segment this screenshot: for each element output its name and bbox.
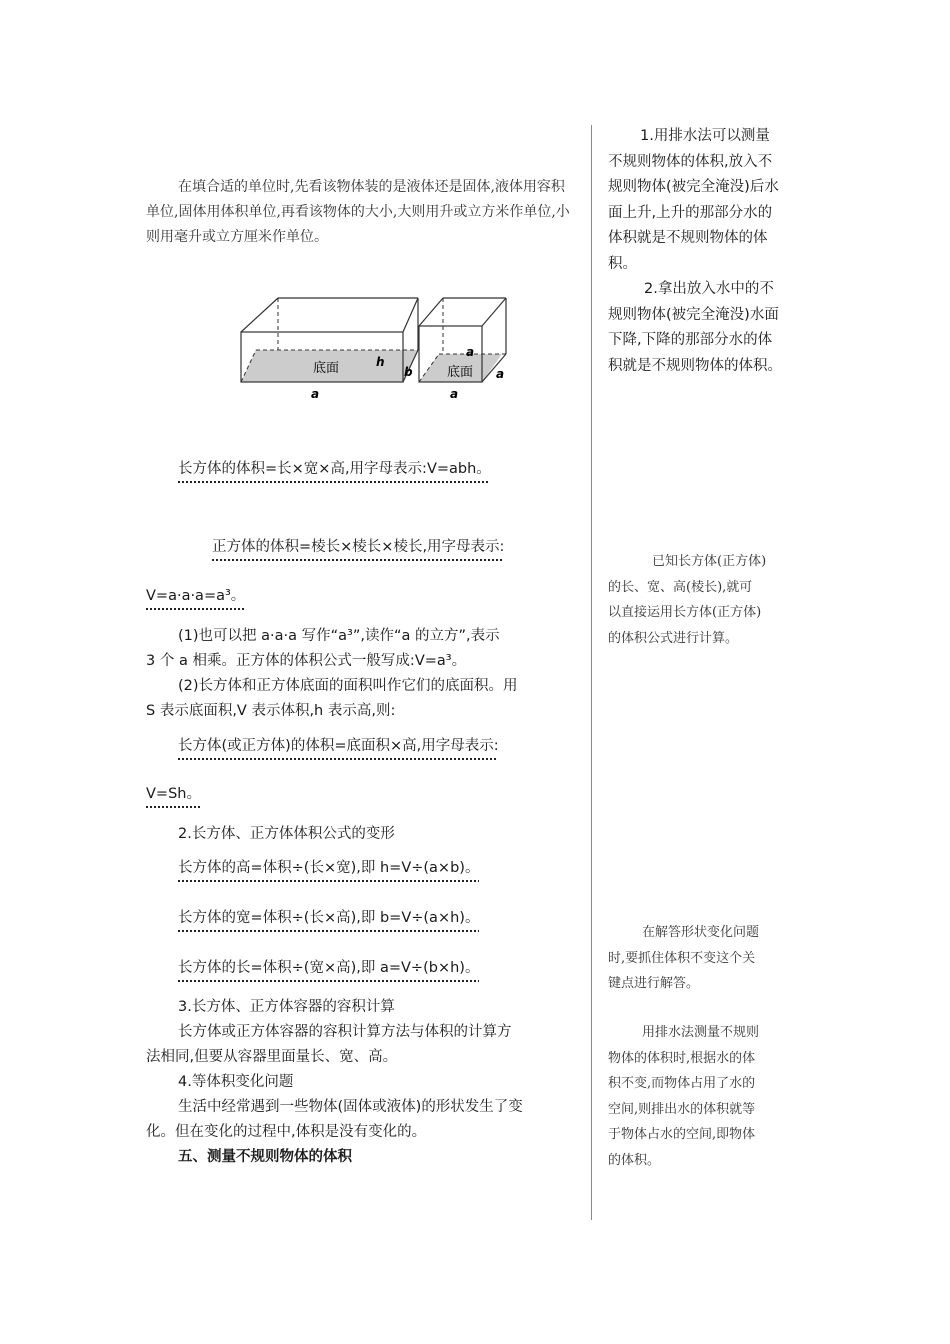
cube-a-top-label: a <box>466 345 475 359</box>
cube-a-bottom-label: a <box>449 387 459 401</box>
sidebar-note-3-line: 的体积公式进行计算。 <box>608 630 739 646</box>
section-2-title <box>178 822 395 847</box>
sidebar-note-5-line: 的体积。 <box>608 1152 661 1168</box>
section-4-line-2: 化。但在变化的过程中,体积是没有变化的。 <box>146 1124 427 1140</box>
cuboid-b-label: b <box>404 365 413 379</box>
sidebar-note-2-line: 2.拿出放入水中的不 <box>644 281 774 297</box>
sidebar-note-1-line: 面上升,上升的那部分水的 <box>608 204 773 221</box>
sidebar-note-5-line: 于物体占水的空间,即物体 <box>608 1127 756 1142</box>
height-formula <box>178 856 479 881</box>
sidebar-note-5-line: 用排水法测量不规则 <box>642 1025 760 1040</box>
cuboid-cube-figure <box>230 290 520 405</box>
note-2-line-2: S 表示底面积,V 表示体积,h 表示高,则: <box>146 703 396 719</box>
base-volume-text-1: 长方体(或正方体)的体积=底面积×高,用字母表示: <box>178 738 499 754</box>
cuboid-h-label: h <box>376 355 385 369</box>
sidebar-note-5-line: 空间,则排出水的体积就等 <box>608 1101 756 1117</box>
sidebar-note-2-line: 积就是不规则物体的体积。 <box>608 357 782 374</box>
cuboid-base-label: 底面 <box>312 361 340 376</box>
sidebar-note-4-line: 在解答形状变化问题 <box>642 925 760 940</box>
note-1-line-1: (1)也可以把 a·a·a 写作“a³”,读作“a 的立方”,表示 <box>178 628 500 644</box>
base-volume-formula-1 <box>178 734 499 759</box>
intro-paragraph <box>146 175 576 250</box>
sidebar-note-1-line: 不规则物体的体积,放入不 <box>608 153 773 170</box>
cube-volume-text-1: 正方体的体积=棱长×棱长×棱长,用字母表示: <box>212 539 505 555</box>
sidebar-note-1-line: 体积就是不规则物体的体 <box>608 230 768 246</box>
base-volume-text-2: V=Sh。 <box>146 786 201 802</box>
width-formula-text: 长方体的宽=体积÷(长×高),即 b=V÷(a×h)。 <box>178 910 480 926</box>
sidebar-note-4-line: 时,要抓住体积不变这个关 <box>608 950 756 966</box>
cube-volume-formula-2 <box>146 584 245 609</box>
length-formula-text: 长方体的长=体积÷(宽×高),即 a=V÷(b×h)。 <box>178 960 480 976</box>
sidebar-note-5-line: 积不变,而物体占用了水的 <box>608 1076 756 1091</box>
sidebar-note-3-line: 以直接运用长方体(正方体) <box>608 605 762 620</box>
note-1 <box>146 624 586 724</box>
sidebar-note-5 <box>608 1020 818 1173</box>
sidebar-note-1-line: 1.用排水法可以测量 <box>640 128 770 144</box>
section-2-title-text: 2.长方体、正方体体积公式的变形 <box>178 826 395 842</box>
section-4-title: 4.等体积变化问题 <box>178 1074 294 1090</box>
sidebar-note-4 <box>608 920 818 997</box>
section-5-title: 五、测量不规则物体的体积 <box>178 1149 352 1165</box>
sidebar-note-1-line: 规则物体(被完全淹没)后水 <box>608 179 779 195</box>
section-3-title: 3.长方体、正方体容器的容积计算 <box>178 999 395 1015</box>
sidebar-note-1-line: 积。 <box>608 255 637 272</box>
sidebar-note-4-line: 键点进行解答。 <box>608 976 700 991</box>
cube-volume-formula-1 <box>212 535 504 560</box>
intro-text: 在填合适的单位时,先看该物体装的是液体还是固体,液体用容积单位,固体用体积单位,再看该物体的大小,大则用升或立方米作单位,小则用毫升或立方厘米作单位。 <box>146 179 570 245</box>
cube-volume-text-2: V=a·a·a=a³。 <box>146 588 246 604</box>
note-1-line-2: 3 个 a 相乘。正方体的体积公式一般写成:V=a³。 <box>146 653 467 669</box>
note-2-line-1: (2)长方体和正方体底面的面积叫作它们的底面积。用 <box>178 678 518 694</box>
length-formula <box>178 956 479 981</box>
sidebar-note-3 <box>608 549 818 651</box>
sections-3-5 <box>146 995 586 1170</box>
cube-a-side-label: a <box>496 367 505 381</box>
height-formula-text: 长方体的高=体积÷(长×宽),即 h=V÷(a×b)。 <box>178 860 480 876</box>
section-3-line-1: 长方体或正方体容器的容积计算方法与体积的计算方 <box>178 1024 512 1040</box>
base-volume-formula-2 <box>146 782 201 807</box>
cuboid-a-label: a <box>310 387 320 401</box>
cuboid-volume-formula <box>178 457 491 482</box>
sidebar-note-3-line: 的长、宽、高(棱长),就可 <box>608 579 753 595</box>
sidebar-note-1 <box>608 124 818 379</box>
sidebar-note-2-line: 规则物体(被完全淹没)水面 <box>608 306 779 323</box>
cuboid-volume-text: 长方体的体积=长×宽×高,用字母表示:V=abh。 <box>178 461 491 477</box>
sidebar-note-3-line: 已知长方体(正方体) <box>652 554 767 569</box>
section-4-line-1: 生活中经常遇到一些物体(固体或液体)的形状发生了变 <box>178 1099 523 1115</box>
sidebar-note-2-line: 下降,下降的那部分水的体 <box>608 332 773 348</box>
section-3-line-2: 法相同,但要从容器里面量长、宽、高。 <box>146 1049 398 1065</box>
column-divider <box>591 125 592 1220</box>
width-formula <box>178 906 479 931</box>
sidebar-note-5-line: 物体的体积时,根据水的体 <box>608 1050 756 1066</box>
cube-base-label: 底面 <box>446 365 474 380</box>
